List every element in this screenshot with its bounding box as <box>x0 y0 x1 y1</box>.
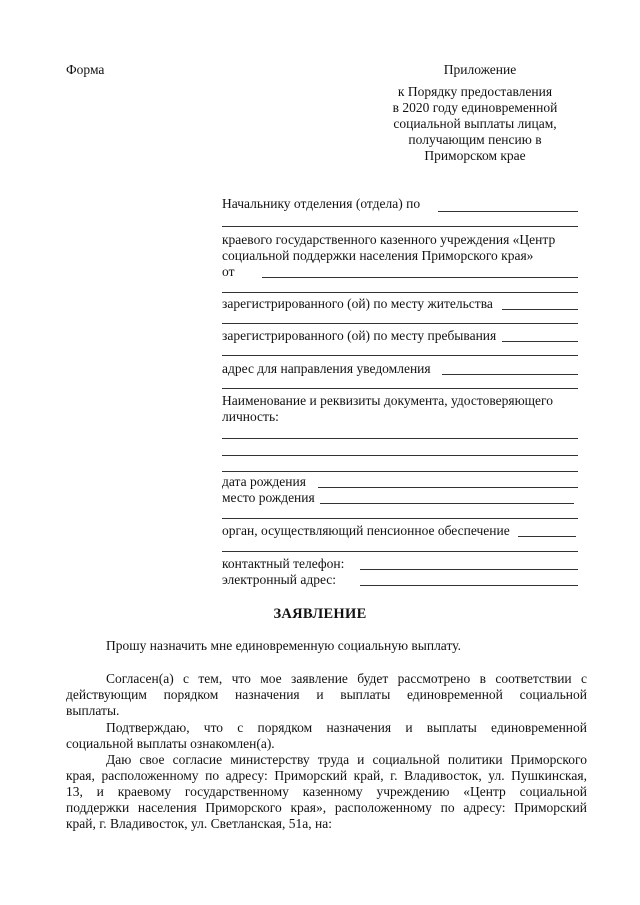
from-label: от <box>222 264 235 279</box>
email-fill[interactable] <box>360 585 578 586</box>
registered-residence-label: зарегистрированного (ой) по месту жительства <box>222 296 493 311</box>
statement-p2-line1: Согласен(а) с тем, что мое заявление будет рассмотрено в соответствии с <box>106 671 587 686</box>
id-doc-fill-1[interactable] <box>222 438 578 439</box>
id-doc-fill-2[interactable] <box>222 455 578 456</box>
email-label: электронный адрес: <box>222 572 337 587</box>
birth-place-fill-2[interactable] <box>222 518 578 519</box>
form-label: Форма <box>66 62 105 77</box>
statement-p2-line3: выплаты. <box>66 703 120 718</box>
birth-place-label: место рождения <box>222 490 315 505</box>
notify-address-fill-2[interactable] <box>222 388 578 389</box>
registered-residence-fill[interactable] <box>502 309 578 310</box>
appendix-line: получающим пенсию в <box>408 132 542 147</box>
registered-stay-label: зарегистрированного (ой) по месту пребывания <box>222 328 497 343</box>
statement-p4-line4: поддержки населения Приморского края», расположенному по адресу: Приморский <box>66 800 587 815</box>
registered-stay-fill[interactable] <box>502 341 578 342</box>
birth-date-fill[interactable] <box>318 487 578 488</box>
to-fill-line-2[interactable] <box>222 226 578 227</box>
registered-residence-fill-2[interactable] <box>222 323 578 324</box>
statement-p4-line5: край, г. Владивосток, ул. Светланская, 51а, на: <box>66 816 332 831</box>
registered-stay-fill-2[interactable] <box>222 355 578 356</box>
institution-line1: краевого государственного казенного учреждения «Центр <box>222 232 556 247</box>
phone-label: контактный телефон: <box>222 556 345 571</box>
appendix-line: в 2020 году единовременной <box>392 100 558 115</box>
notify-address-label: адрес для направления уведомления <box>222 361 431 376</box>
statement-p4-line2: края, расположенному по адресу: Приморский край, г. Владивосток, ул. Пушкинская, <box>66 768 587 783</box>
to-fill-line[interactable] <box>438 211 578 212</box>
appendix-line: Приморском крае <box>424 148 526 163</box>
id-doc-label-line1: Наименование и реквизиты документа, удостоверяющего <box>222 393 553 408</box>
birth-date-label: дата рождения <box>222 474 306 489</box>
appendix-title: Приложение <box>443 62 517 77</box>
statement-p1: Прошу назначить мне единовременную социальную выплату. <box>106 638 461 653</box>
from-fill-line[interactable] <box>262 277 578 278</box>
statement-p4-line1: Даю свое согласие министерству труда и социальной политики Приморского <box>106 752 587 767</box>
statement-title: ЗАЯВЛЕНИЕ <box>273 606 367 622</box>
appendix-line: к Порядку предоставления <box>397 84 553 99</box>
id-doc-label-line2: личность: <box>222 409 279 424</box>
phone-fill[interactable] <box>360 569 578 570</box>
id-doc-fill-3[interactable] <box>222 471 578 472</box>
from-fill-line-2[interactable] <box>222 292 578 293</box>
pension-body-fill[interactable] <box>518 536 576 537</box>
statement-p4-line3: 13, и краевому государственному казенному учреждению «Центр социальной <box>66 784 587 799</box>
notify-address-fill[interactable] <box>442 374 578 375</box>
pension-body-label: орган, осуществляющий пенсионное обеспечение <box>222 523 510 538</box>
to-label: Начальнику отделения (отдела) по <box>222 196 421 211</box>
pension-body-fill-2[interactable] <box>222 551 578 552</box>
statement-p2-line2: действующим порядком назначения и выплаты единовременной социальной <box>66 687 587 702</box>
statement-p3-line2: социальной выплаты ознакомлен(а). <box>66 736 275 751</box>
institution-line2: социальной поддержки населения Приморского края» <box>222 248 534 263</box>
birth-place-fill[interactable] <box>320 503 574 504</box>
appendix-line: социальной выплаты лицам, <box>393 116 557 131</box>
statement-p3-line1: Подтверждаю, что с порядком назначения и выплаты единовременной <box>106 720 587 735</box>
